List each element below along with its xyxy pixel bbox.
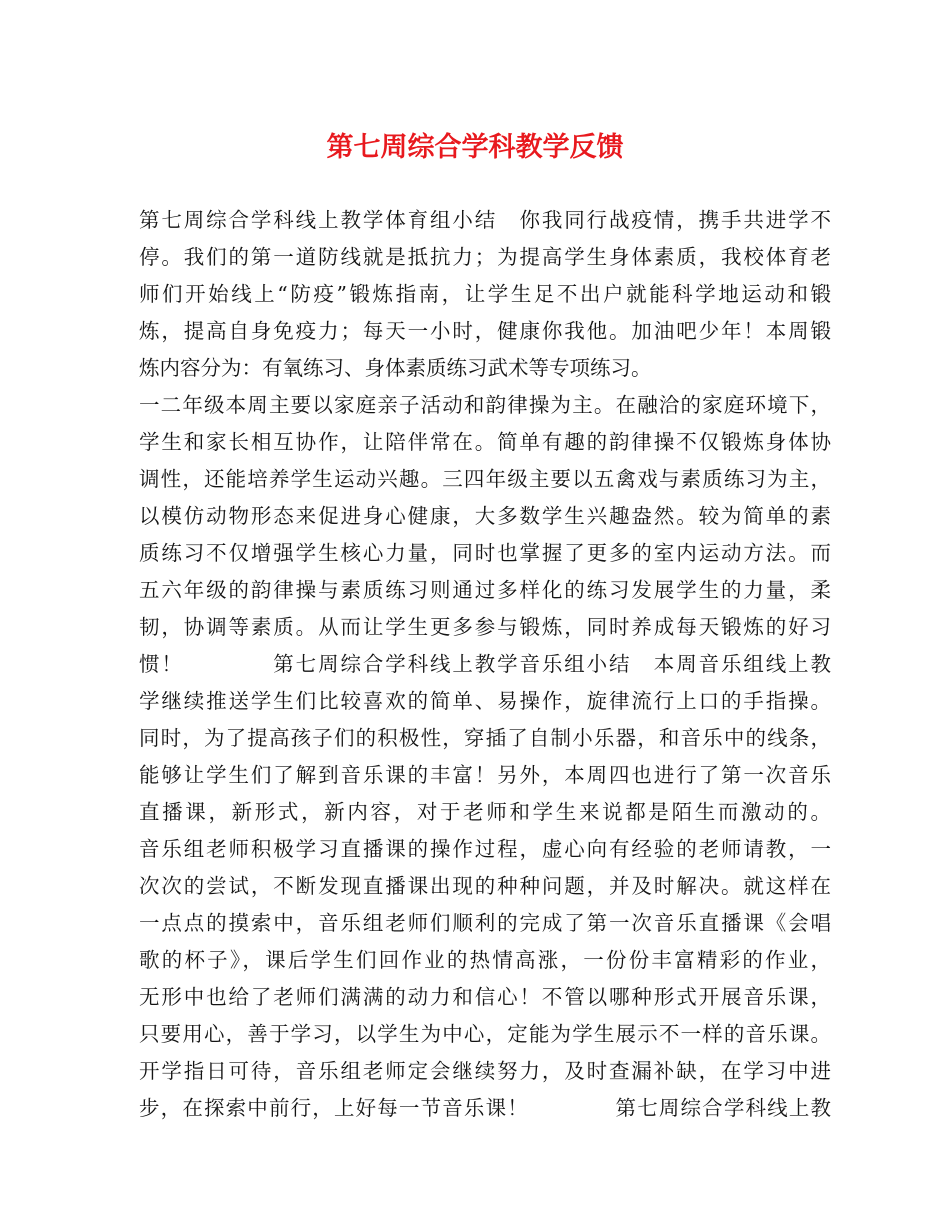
body-text-line: 以模仿动物形态来促进身心健康，大多数学生兴趣盎然。较为简单的素 [139,504,833,528]
document-body [139,202,834,1127]
body-text-line: 质练习不仅增强学生核心力量，同时也掌握了更多的室内运动方法。而 [139,541,833,565]
document-title: 第七周综合学科教学反馈 [326,132,624,163]
body-text-line: 惯！ 第七周综合学科线上教学音乐组小结 本周音乐组线上教 [139,652,833,676]
body-text-line: 学生和家长相互协作，让陪伴常在。简单有趣的韵律操不仅锻炼身体协 [139,430,833,454]
body-text-line: 学继续推送学生们比较喜欢的简单、易操作，旋律流行上口的手指操。 [139,689,833,713]
body-text-line: 停。我们的第一道防线就是抵抗力；为提高学生身体素质，我校体育老 [139,245,833,269]
body-text-line: 能够让学生们了解到音乐课的丰富！另外，本周四也进行了第一次音乐 [139,763,833,787]
body-text-line: 一点点的摸索中，音乐组老师们顺利的完成了第一次音乐直播课《会唱 [139,911,833,935]
body-text-line: 开学指日可待，音乐组老师定会继续努力，及时查漏补缺，在学习中进 [139,1059,833,1083]
body-text-line: 师们开始线上“防疫”锻炼指南，让学生足不出户就能科学地运动和锻 [139,282,834,306]
body-text-line: 歌的杯子》，课后学生们回作业的热情高涨，一份份丰富精彩的作业， [139,948,834,972]
body-text-line: 炼内容分为：有氧练习、身体素质练习武术等专项练习。 [139,356,652,380]
body-text-line: 第七周综合学科线上教学体育组小结 你我同行战疫情，携手共进学不 [139,208,833,232]
body-text-line: 次次的尝试，不断发现直播课出现的种种问题，并及时解决。就这样在 [139,874,833,898]
body-text-line: 直播课，新形式，新内容，对于老师和学生来说都是陌生而激动的。 [139,800,834,824]
body-text-line: 一二年级本周主要以家庭亲子活动和韵律操为主。在融洽的家庭环境下， [139,393,833,417]
body-text-line: 无形中也给了老师们满满的动力和信心！不管以哪种形式开展音乐课， [139,985,833,1009]
body-text-line: 只要用心，善于学习，以学生为中心，定能为学生展示不一样的音乐课。 [139,1022,833,1046]
body-text-line: 韧，协调等素质。从而让学生更多参与锻炼，同时养成每天锻炼的好习 [139,615,833,639]
body-text-line: 步，在探索中前行，上好每一节音乐课！ 第七周综合学科线上教 [139,1096,833,1120]
body-text-line: 炼，提高自身免疫力；每天一小时，健康你我他。加油吧少年！本周锻 [139,319,833,343]
body-text-line: 音乐组老师积极学习直播课的操作过程，虚心向有经验的老师请教，一 [139,837,833,861]
body-text-line: 五六年级的韵律操与素质练习则通过多样化的练习发展学生的力量，柔 [139,578,833,602]
body-text-line: 同时，为了提高孩子们的积极性，穿插了自制小乐器，和音乐中的线条， [139,726,833,750]
body-text-line: 调性，还能培养学生运动兴趣。三四年级主要以五禽戏与素质练习为主， [139,467,833,491]
